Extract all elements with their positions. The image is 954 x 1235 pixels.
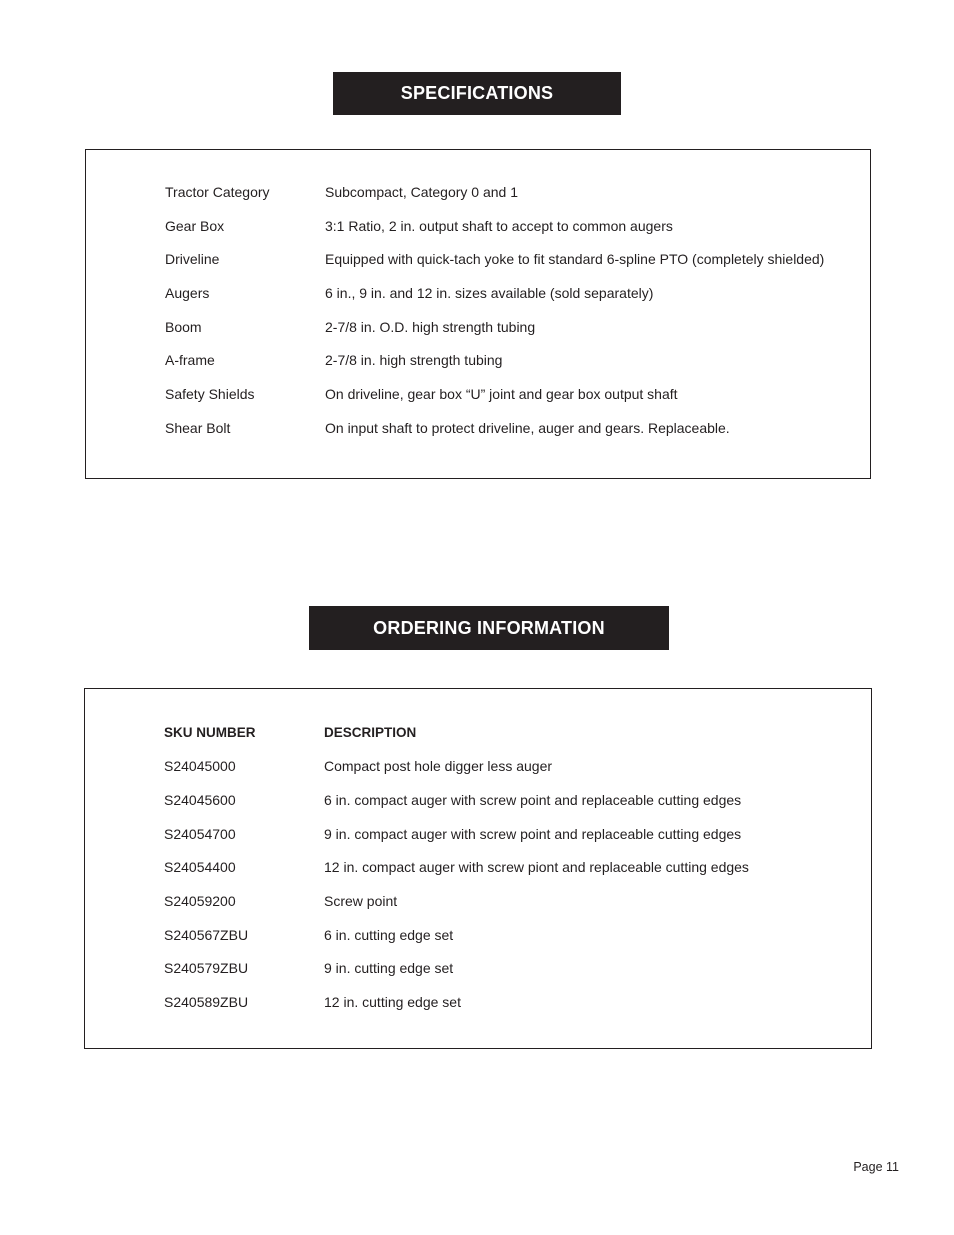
specifications-heading [333,72,621,115]
spec-label: A-frame [165,352,215,368]
sku-column-header: SKU NUMBER [164,725,256,740]
spec-value: Subcompact, Category 0 and 1 [325,184,519,200]
sku-description: 6 in. compact auger with screw point and replaceable cutting edges [324,792,742,808]
ordering-heading [309,606,669,650]
specifications-title: SPECIFICATIONS [400,83,554,103]
sku-description: 6 in. cutting edge set [324,927,454,943]
spec-label: Safety Shields [165,386,255,402]
sku-description: 9 in. compact auger with screw point and replaceable cutting edges [324,826,742,842]
sku-number: S240567ZBU [164,927,249,943]
spec-label: Tractor Category [165,184,270,200]
spec-label: Augers [165,285,210,301]
spec-label: Driveline [165,251,220,267]
specifications-table [85,149,871,479]
ordering-table [84,688,872,1049]
sku-number: S24045600 [164,792,236,808]
sku-description: 12 in. cutting edge set [324,994,461,1010]
spec-value: 6 in., 9 in. and 12 in. sizes available (sold separately) [325,285,654,301]
spec-value: On driveline, gear box “U” joint and gear box output shaft [325,386,678,402]
spec-value: Equipped with quick-tach yoke to fit standard 6-spline PTO (completely shielded) [325,251,825,267]
ordering-title: ORDERING INFORMATION [373,617,605,638]
sku-description: 9 in. cutting edge set [324,960,454,976]
spec-label: Boom [165,319,202,335]
sku-number: S240589ZBU [164,994,249,1010]
sku-number: S24054400 [164,859,236,875]
sku-number: S240579ZBU [164,960,249,976]
spec-label: Shear Bolt [165,420,231,436]
sku-number: S24054700 [164,826,236,842]
sku-description: 12 in. compact auger with screw piont and replaceable cutting edges [324,859,749,875]
sku-number: S24059200 [164,893,236,909]
spec-value: 3:1 Ratio, 2 in. output shaft to accept to common augers [325,218,673,234]
sku-description: Screw point [324,893,398,909]
spec-value: On input shaft to protect driveline, auger and gears. Replaceable. [325,420,730,436]
sku-number: S24045000 [164,758,236,774]
spec-label: Gear Box [165,218,225,234]
page-number: Page 11 [853,1160,899,1174]
spec-value: 2-7/8 in. high strength tubing [325,352,503,368]
description-column-header: DESCRIPTION [324,725,417,740]
spec-value: 2-7/8 in. O.D. high strength tubing [325,319,536,335]
sku-description: Compact post hole digger less auger [324,758,553,774]
